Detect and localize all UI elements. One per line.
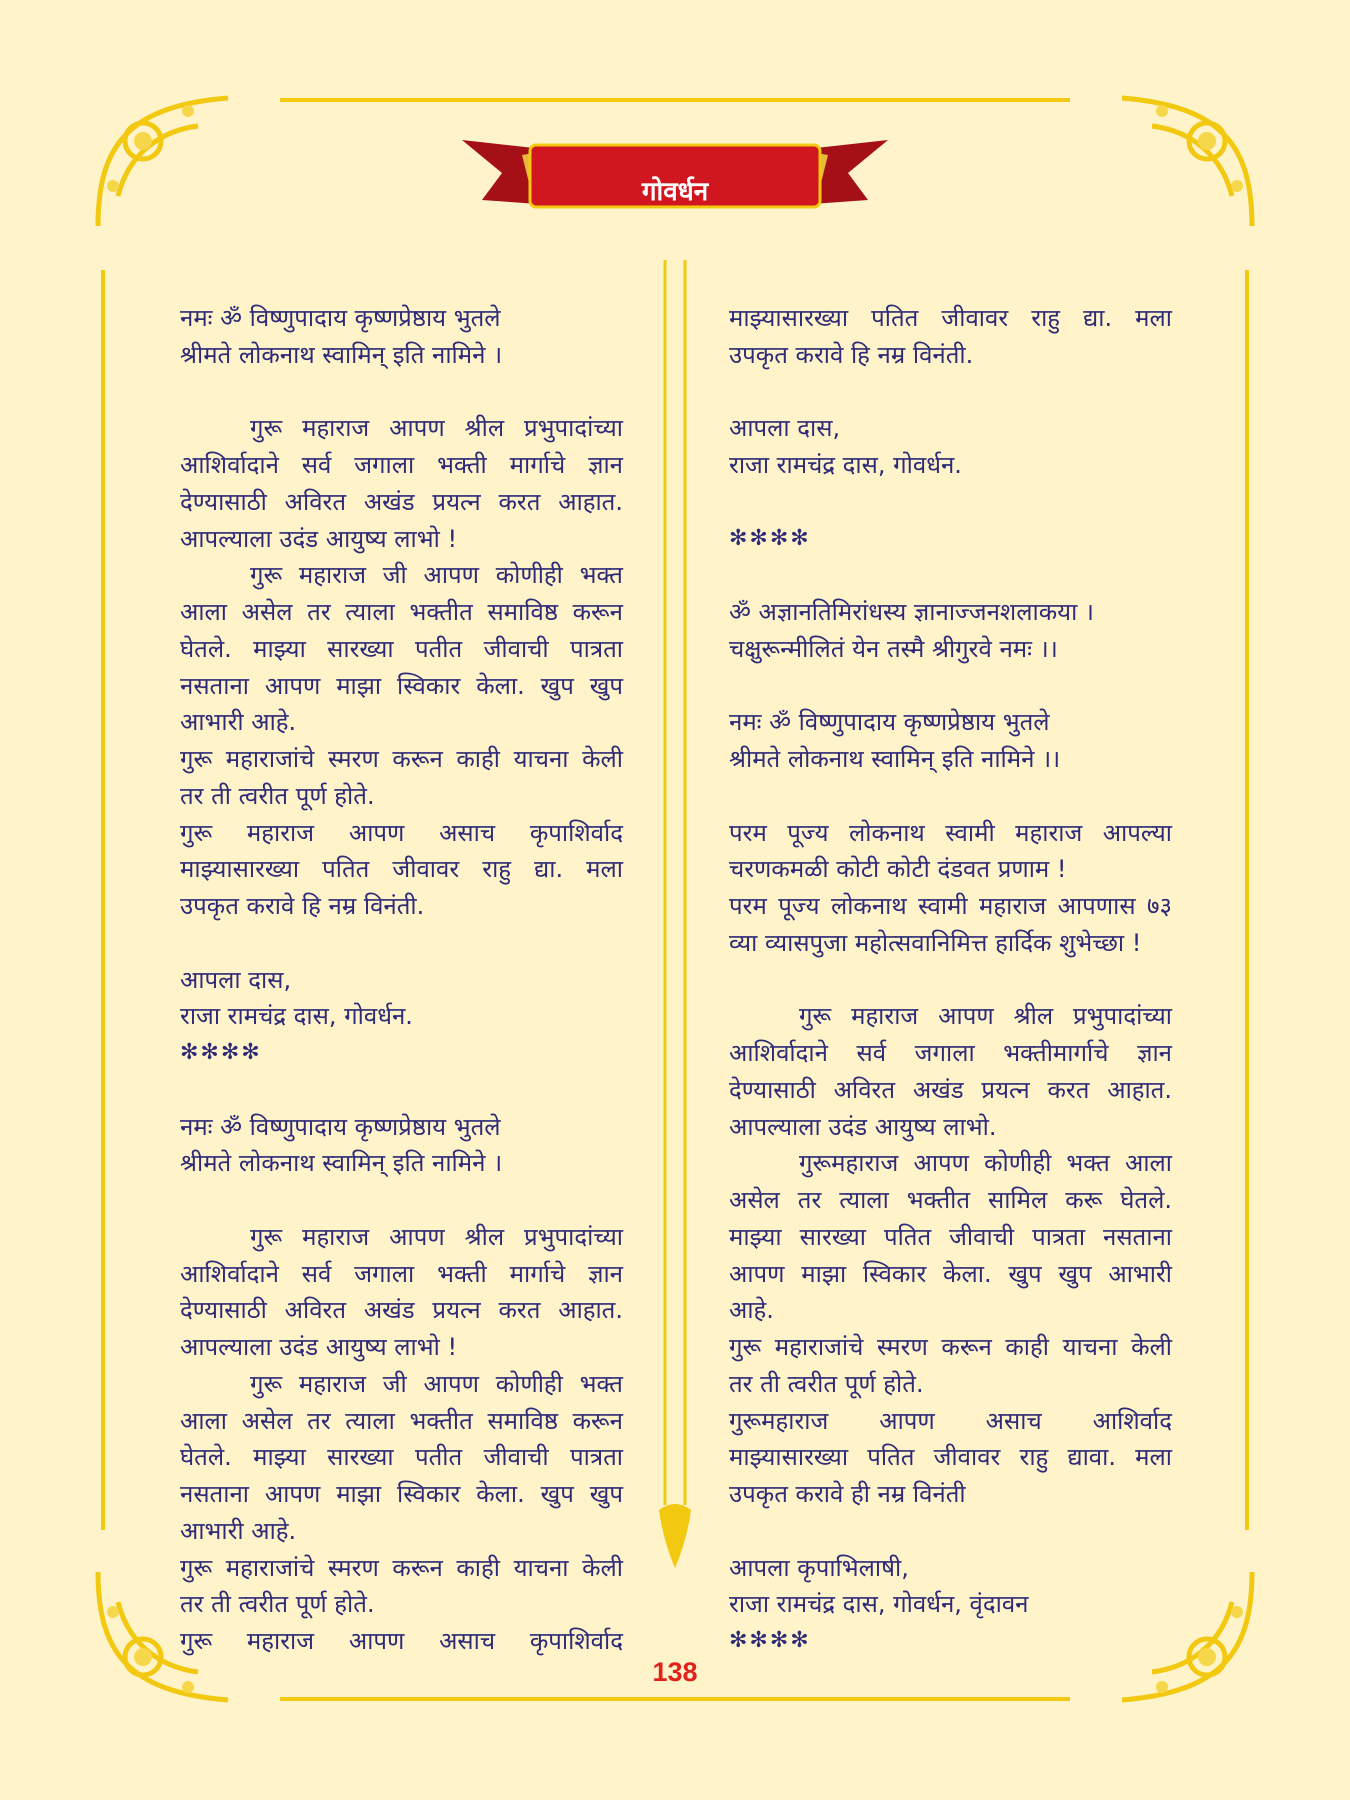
frame-right-line bbox=[1245, 270, 1249, 1530]
text-line: आशिर्वादाने सर्व जगाला भक्तीमार्गाचे ज्ञान bbox=[729, 1039, 1172, 1067]
text-line: असेल तर त्याला भक्तीत सामिल करू घेतले. bbox=[729, 1186, 1172, 1214]
text-line: आभारी आहे. bbox=[180, 708, 297, 737]
text-line: आशिर्वादाने सर्व जगाला भक्ती मार्गाचे ज्ञान bbox=[180, 1259, 623, 1288]
page-title: गोवर्धन bbox=[641, 177, 709, 207]
text-line: उपकृत करावे हि नम्र विनंती. bbox=[180, 892, 425, 920]
text-line: परम पूज्य लोकनाथ स्वामी महाराज आपणास ७३ bbox=[729, 892, 1172, 920]
text-line: आपला दास, bbox=[180, 965, 292, 994]
text-line: गुरू महाराज आपण असाच कृपाशिर्वाद bbox=[180, 1627, 623, 1655]
text-line: श्रीमते लोकनाथ स्वामिन् इति नामिने । bbox=[180, 340, 503, 369]
text-line: गुरू महाराजांचे स्मरण करून काही याचना केली bbox=[729, 1333, 1172, 1361]
text-line: आपण माझा स्विकार केला. खुप खुप आभारी bbox=[729, 1259, 1172, 1288]
text-line: गुरूमहाराज आपण कोणीही भक्त आला bbox=[799, 1149, 1172, 1178]
blank-line bbox=[729, 1513, 1172, 1550]
text-line: आपला कृपाभिलाषी, bbox=[729, 1553, 909, 1582]
text-line: नसताना आपण माझा स्विकार केला. खुप खुप bbox=[180, 1480, 623, 1508]
text-line: नमः ॐ विष्णुपादाय कृष्णप्रेष्ठाय भुतले bbox=[729, 708, 1050, 737]
text-line: आपला दास, bbox=[729, 414, 841, 443]
blank-line bbox=[729, 484, 1172, 521]
text-line: नमः ॐ विष्णुपादाय कृष्णप्रेष्ठाय भुतले bbox=[180, 304, 501, 332]
text-line: गुरू महाराजांचे स्मरण करून काही याचना केली bbox=[180, 1553, 623, 1582]
column-divider bbox=[662, 260, 688, 1510]
text-line: चक्षुरून्मीलितं येन तस्मै श्रीगुरवे नमः ।। bbox=[729, 634, 1058, 663]
text-line: आभारी आहे. bbox=[180, 1516, 297, 1545]
text-line: उपकृत करावे हि नम्र विनंती. bbox=[729, 340, 974, 369]
text-line: तर ती त्वरीत पूर्ण होते. bbox=[180, 1590, 375, 1619]
blank-line bbox=[729, 668, 1172, 705]
frame-bottom-line bbox=[280, 1697, 1070, 1701]
text-line: ॐ अज्ञानतिमिरांधस्य ज्ञानाज्जनशलाकया । bbox=[729, 598, 1095, 626]
text-line: आहे. bbox=[729, 1296, 774, 1325]
corner-ornament-icon bbox=[1112, 86, 1262, 236]
text-line: गुरूमहाराज आपण असाच आशिर्वाद bbox=[729, 1406, 1172, 1435]
text-line: चरणकमळी कोटी कोटी दंडवत प्रणाम ! bbox=[729, 855, 1067, 884]
text-line: गुरू महाराजांचे स्मरण करून काही याचना केली bbox=[180, 745, 623, 773]
text-line: राजा रामचंद्र दास, गोवर्धन. bbox=[180, 1002, 413, 1031]
text-line: तर ती त्वरीत पूर्ण होते. bbox=[729, 1369, 924, 1398]
text-line: तर ती त्वरीत पूर्ण होते. bbox=[180, 781, 375, 810]
frame-top-line bbox=[280, 98, 1070, 102]
text-line: देण्यासाठी अविरत अखंड प्रयत्न करत आहात. bbox=[180, 487, 623, 516]
text-line: व्या व्यासपुजा महोत्सवानिमित्त हार्दिक शुभेच्छा ! bbox=[729, 928, 1142, 957]
text-line: गुरू महाराज जी आपण कोणीही भक्त bbox=[250, 1369, 623, 1398]
right-column bbox=[729, 300, 1172, 1660]
text-line: माझ्यासारख्या पतित जीवावर राहु द्या. मला bbox=[180, 855, 623, 884]
left-column bbox=[180, 300, 623, 1660]
text-line: घेतले. माझ्या सारख्या पतीत जीवाची पात्रता bbox=[180, 1443, 623, 1472]
blank-line bbox=[180, 1182, 623, 1219]
blank-line bbox=[180, 374, 623, 411]
blank-line bbox=[729, 374, 1172, 411]
text-line: राजा रामचंद्र दास, गोवर्धन, वृंदावन bbox=[729, 1590, 1029, 1619]
text-line: परम पूज्य लोकनाथ स्वामी महाराज आपल्या bbox=[729, 818, 1172, 847]
text-line: घेतले. माझ्या सारख्या पतीत जीवाची पात्रता bbox=[180, 634, 623, 663]
blank-line bbox=[729, 962, 1172, 999]
page-number: 138 bbox=[652, 1657, 698, 1687]
blank-line bbox=[180, 1072, 623, 1109]
text-line: राजा रामचंद्र दास, गोवर्धन. bbox=[729, 451, 962, 479]
text-line: माझ्या सारख्या पतित जीवाची पात्रता नसताना bbox=[729, 1222, 1172, 1251]
section-separator: ✻✻✻✻ bbox=[729, 525, 811, 551]
text-line: गुरू महाराज जी आपण कोणीही भक्त bbox=[250, 561, 623, 590]
text-line: माझ्यासारख्या पतित जीवावर राहु द्या. मला bbox=[729, 304, 1172, 332]
text-line: आला असेल तर त्याला भक्तीत समाविष्ठ करून bbox=[180, 598, 623, 626]
divider-drop-icon bbox=[657, 1500, 693, 1570]
text-line: आला असेल तर त्याला भक्तीत समाविष्ठ करून bbox=[180, 1406, 623, 1435]
text-line: उपकृत करावे ही नम्र विनंती bbox=[729, 1480, 966, 1508]
text-line: गुरू महाराज आपण श्रील प्रभुपादांच्या bbox=[250, 1222, 623, 1251]
text-line: देण्यासाठी अविरत अखंड प्रयत्न करत आहात. bbox=[180, 1296, 623, 1325]
text-line: गुरू महाराज आपण श्रील प्रभुपादांच्या bbox=[250, 414, 623, 443]
blank-line bbox=[180, 925, 623, 962]
section-separator: ✻✻✻✻ bbox=[729, 1628, 811, 1653]
corner-ornament-icon bbox=[88, 86, 238, 236]
text-line: आशिर्वादाने सर्व जगाला भक्ती मार्गाचे ज्ञान bbox=[180, 451, 623, 479]
blank-line bbox=[729, 557, 1172, 594]
section-separator: ✻✻✻✻ bbox=[180, 1040, 262, 1065]
frame-left-line bbox=[101, 270, 105, 1530]
text-line: माझ्यासारख्या पतित जीवावर राहु द्यावा. मला bbox=[729, 1443, 1172, 1472]
text-line: गुरू महाराज आपण श्रील प्रभुपादांच्या bbox=[799, 1002, 1172, 1031]
blank-line bbox=[729, 778, 1172, 815]
text-line: गुरू महाराज आपण असाच कृपाशिर्वाद bbox=[180, 818, 623, 847]
text-line: आपल्याला उदंड आयुष्य लाभो ! bbox=[180, 524, 458, 553]
text-line: देण्यासाठी अविरत अखंड प्रयत्न करत आहात. bbox=[729, 1075, 1172, 1104]
text-line: श्रीमते लोकनाथ स्वामिन् इति नामिने ।। bbox=[729, 745, 1061, 773]
text-line: आपल्याला उदंड आयुष्य लाभो. bbox=[729, 1112, 997, 1141]
text-line: नसताना आपण माझा स्विकार केला. खुप खुप bbox=[180, 671, 623, 700]
text-line: नमः ॐ विष्णुपादाय कृष्णप्रेष्ठाय भुतले bbox=[180, 1112, 501, 1141]
text-line: श्रीमते लोकनाथ स्वामिन् इति नामिने । bbox=[180, 1149, 503, 1178]
text-line: आपल्याला उदंड आयुष्य लाभो ! bbox=[180, 1333, 458, 1361]
